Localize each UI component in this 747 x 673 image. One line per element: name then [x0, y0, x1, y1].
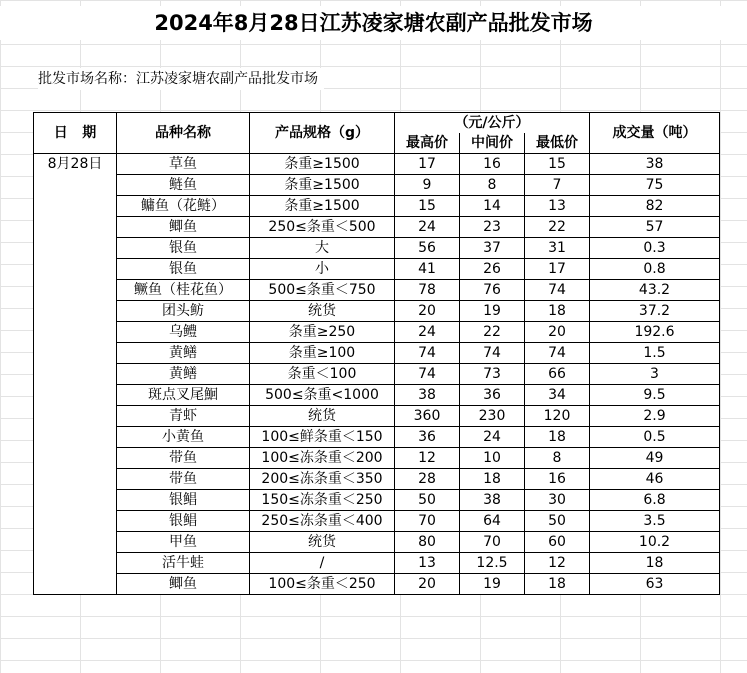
low-price-cell: 31 [525, 238, 590, 259]
spec-cell: 100≤鲜条重＜150 [250, 427, 395, 448]
volume-cell: 49 [590, 448, 720, 469]
mid-price-cell: 38 [460, 490, 525, 511]
mid-price-cell: 36 [460, 385, 525, 406]
mid-price-cell: 10 [460, 448, 525, 469]
mid-price-cell: 73 [460, 364, 525, 385]
low-price-cell: 50 [525, 511, 590, 532]
spec-cell: 统货 [250, 301, 395, 322]
variety-cell: 黄鳝 [117, 343, 250, 364]
spec-cell: 条重≥1500 [250, 175, 395, 196]
variety-cell: 银鲳 [117, 511, 250, 532]
spec-cell: 条重＜100 [250, 364, 395, 385]
high-price-cell: 36 [395, 427, 460, 448]
volume-cell: 18 [590, 553, 720, 574]
variety-cell: 带鱼 [117, 469, 250, 490]
variety-cell: 团头鲂 [117, 301, 250, 322]
mid-price-cell: 8 [460, 175, 525, 196]
table-row [34, 511, 720, 532]
volume-cell: 82 [590, 196, 720, 217]
variety-cell: 甲鱼 [117, 532, 250, 553]
variety-cell: 鳜鱼（桂花鱼） [117, 280, 250, 301]
volume-cell: 3.5 [590, 511, 720, 532]
high-price-cell: 20 [395, 301, 460, 322]
header-low-price: 最低价 [525, 133, 590, 154]
mid-price-cell: 74 [460, 343, 525, 364]
mid-price-cell: 76 [460, 280, 525, 301]
high-price-cell: 24 [395, 217, 460, 238]
table-row [34, 301, 720, 322]
table-row [34, 322, 720, 343]
volume-cell: 37.2 [590, 301, 720, 322]
header-spec: 产品规格（g） [250, 113, 395, 154]
spec-cell: 统货 [250, 532, 395, 553]
volume-cell: 46 [590, 469, 720, 490]
variety-cell: 鲢鱼 [117, 175, 250, 196]
spec-cell: 100≤条重＜250 [250, 574, 395, 595]
volume-cell: 2.9 [590, 406, 720, 427]
variety-cell: 带鱼 [117, 448, 250, 469]
volume-cell: 0.3 [590, 238, 720, 259]
variety-cell: 银鱼 [117, 238, 250, 259]
low-price-cell: 8 [525, 448, 590, 469]
mid-price-cell: 26 [460, 259, 525, 280]
variety-cell: 草鱼 [117, 154, 250, 175]
mid-price-cell: 37 [460, 238, 525, 259]
volume-cell: 9.5 [590, 385, 720, 406]
low-price-cell: 12 [525, 553, 590, 574]
table-row [34, 490, 720, 511]
table-row [34, 259, 720, 280]
high-price-cell: 78 [395, 280, 460, 301]
table-row [34, 343, 720, 364]
volume-cell: 10.2 [590, 532, 720, 553]
table-row [34, 427, 720, 448]
mid-price-cell: 64 [460, 511, 525, 532]
low-price-cell: 7 [525, 175, 590, 196]
table-row [34, 553, 720, 574]
variety-cell: 活牛蛙 [117, 553, 250, 574]
table-row [34, 406, 720, 427]
mid-price-cell: 24 [460, 427, 525, 448]
table-row [34, 469, 720, 490]
volume-cell: 192.6 [590, 322, 720, 343]
table-row [34, 238, 720, 259]
spec-cell: 条重≥100 [250, 343, 395, 364]
table-row [34, 175, 720, 196]
mid-price-cell: 23 [460, 217, 525, 238]
market-name-line: 批发市场名称：江苏凌家塘农副产品批发市场 [38, 68, 324, 90]
volume-cell: 1.5 [590, 343, 720, 364]
sheet-title: 2024年8月28日江苏凌家塘农副产品批发市场 [0, 6, 747, 40]
spec-cell: 条重≥250 [250, 322, 395, 343]
header-variety: 品种名称 [117, 113, 250, 154]
spec-cell: 250≤条重＜500 [250, 217, 395, 238]
mid-price-cell: 230 [460, 406, 525, 427]
volume-cell: 38 [590, 154, 720, 175]
high-price-cell: 41 [395, 259, 460, 280]
spec-cell: 250≤冻条重＜400 [250, 511, 395, 532]
low-price-cell: 60 [525, 532, 590, 553]
mid-price-cell: 16 [460, 154, 525, 175]
spec-cell: / [250, 553, 395, 574]
spec-cell: 150≤冻条重＜250 [250, 490, 395, 511]
volume-cell: 0.8 [590, 259, 720, 280]
variety-cell: 黄鳝 [117, 364, 250, 385]
high-price-cell: 9 [395, 175, 460, 196]
low-price-cell: 16 [525, 469, 590, 490]
high-price-cell: 56 [395, 238, 460, 259]
variety-cell: 斑点叉尾鮰 [117, 385, 250, 406]
mid-price-cell: 70 [460, 532, 525, 553]
spec-cell: 100≤冻条重＜200 [250, 448, 395, 469]
header-volume: 成交量（吨） [590, 113, 720, 154]
low-price-cell: 34 [525, 385, 590, 406]
mid-price-cell: 18 [460, 469, 525, 490]
header-mid-price: 中间价 [460, 133, 525, 154]
price-table [33, 112, 720, 595]
spec-cell: 大 [250, 238, 395, 259]
low-price-cell: 66 [525, 364, 590, 385]
high-price-cell: 360 [395, 406, 460, 427]
table-row [34, 574, 720, 595]
low-price-cell: 13 [525, 196, 590, 217]
high-price-cell: 20 [395, 574, 460, 595]
low-price-cell: 18 [525, 427, 590, 448]
high-price-cell: 80 [395, 532, 460, 553]
spec-cell: 条重≥1500 [250, 154, 395, 175]
mid-price-cell: 19 [460, 574, 525, 595]
high-price-cell: 38 [395, 385, 460, 406]
spec-cell: 500≤条重<1000 [250, 385, 395, 406]
high-price-cell: 13 [395, 553, 460, 574]
table-row [34, 385, 720, 406]
table-row [34, 280, 720, 301]
table-row [34, 217, 720, 238]
variety-cell: 鳙鱼（花鲢） [117, 196, 250, 217]
variety-cell: 银鲳 [117, 490, 250, 511]
variety-cell: 银鱼 [117, 259, 250, 280]
volume-cell: 63 [590, 574, 720, 595]
volume-cell: 3 [590, 364, 720, 385]
low-price-cell: 22 [525, 217, 590, 238]
low-price-cell: 30 [525, 490, 590, 511]
variety-cell: 乌鳢 [117, 322, 250, 343]
high-price-cell: 74 [395, 364, 460, 385]
low-price-cell: 74 [525, 280, 590, 301]
volume-cell: 0.5 [590, 427, 720, 448]
high-price-cell: 17 [395, 154, 460, 175]
high-price-cell: 50 [395, 490, 460, 511]
spec-cell: 200≤冻条重＜350 [250, 469, 395, 490]
high-price-cell: 24 [395, 322, 460, 343]
low-price-cell: 74 [525, 343, 590, 364]
table-row [34, 448, 720, 469]
low-price-cell: 120 [525, 406, 590, 427]
volume-cell: 43.2 [590, 280, 720, 301]
header-date: 日 期 [34, 113, 117, 154]
low-price-cell: 18 [525, 301, 590, 322]
high-price-cell: 74 [395, 343, 460, 364]
header-row-1 [34, 113, 720, 134]
volume-cell: 57 [590, 217, 720, 238]
variety-cell: 小黄鱼 [117, 427, 250, 448]
mid-price-cell: 12.5 [460, 553, 525, 574]
header-price-unit: （元/公斤） [395, 113, 590, 134]
spec-cell: 小 [250, 259, 395, 280]
low-price-cell: 20 [525, 322, 590, 343]
volume-cell: 75 [590, 175, 720, 196]
table-row [34, 196, 720, 217]
variety-cell: 青虾 [117, 406, 250, 427]
high-price-cell: 70 [395, 511, 460, 532]
table-row [34, 532, 720, 553]
spec-cell: 500≤条重＜750 [250, 280, 395, 301]
volume-cell: 6.8 [590, 490, 720, 511]
spec-cell: 统货 [250, 406, 395, 427]
mid-price-cell: 19 [460, 301, 525, 322]
high-price-cell: 12 [395, 448, 460, 469]
table-row [34, 364, 720, 385]
high-price-cell: 28 [395, 469, 460, 490]
high-price-cell: 15 [395, 196, 460, 217]
header-high-price: 最高价 [395, 133, 460, 154]
variety-cell: 鲫鱼 [117, 217, 250, 238]
spec-cell: 条重≥1500 [250, 196, 395, 217]
mid-price-cell: 14 [460, 196, 525, 217]
variety-cell: 鲫鱼 [117, 574, 250, 595]
low-price-cell: 18 [525, 574, 590, 595]
table-row [34, 154, 720, 175]
mid-price-cell: 22 [460, 322, 525, 343]
low-price-cell: 15 [525, 154, 590, 175]
date-cell: 8月28日 [34, 154, 117, 595]
low-price-cell: 17 [525, 259, 590, 280]
